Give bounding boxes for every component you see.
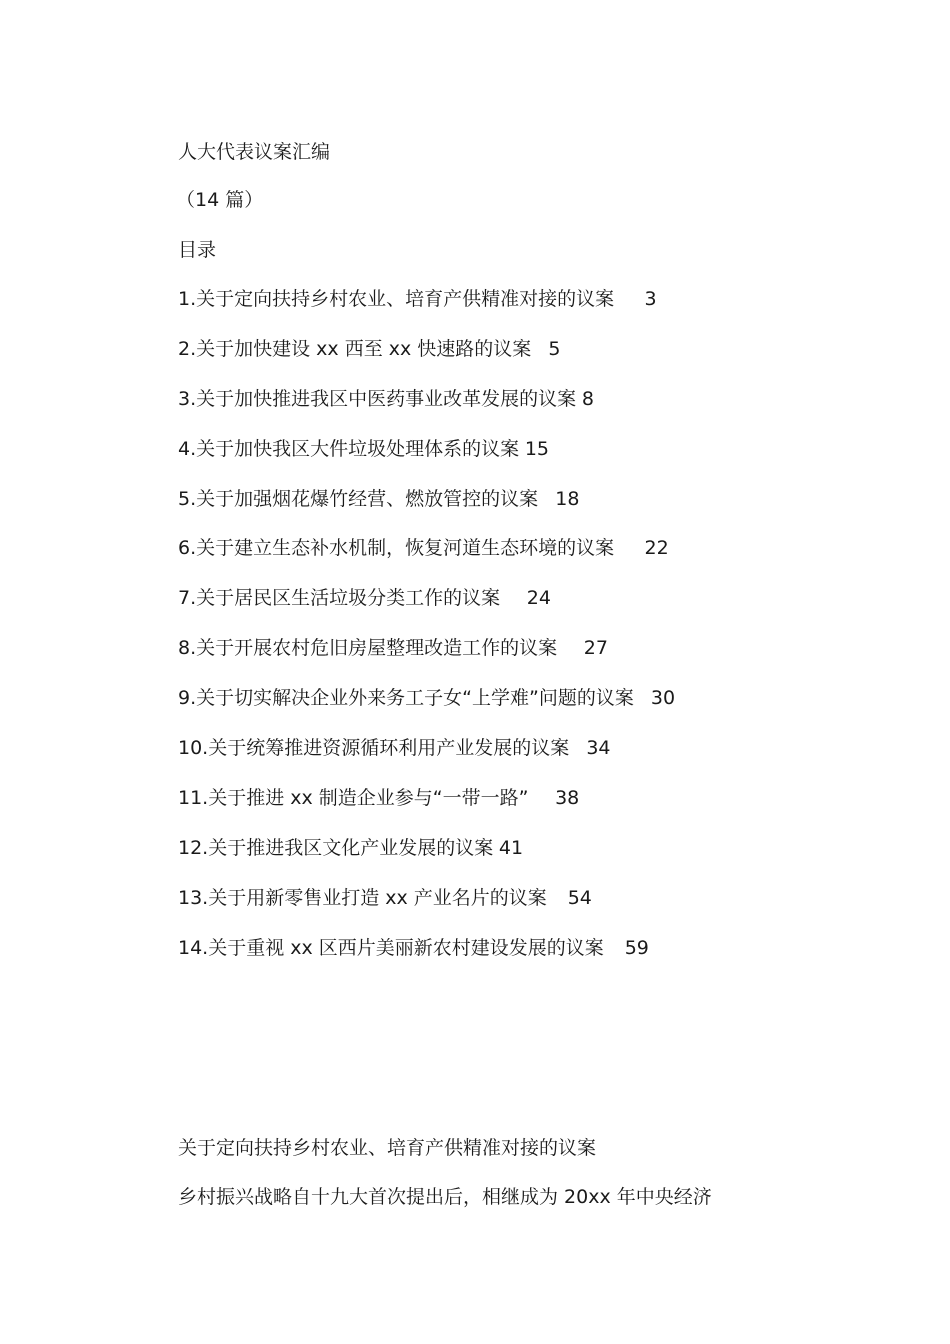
table-of-contents xyxy=(178,286,675,984)
document-title: 人大代表议案汇编 xyxy=(178,141,331,163)
toc-heading: 目录 xyxy=(178,239,217,261)
document-count: （14 篇） xyxy=(176,189,264,211)
toc-entry[interactable] xyxy=(178,885,675,935)
toc-entry-label: 10.关于统筹推进资源循环利用产业发展的议案 xyxy=(178,737,570,760)
toc-entry[interactable] xyxy=(178,286,675,336)
toc-entry-page: 38 xyxy=(555,786,580,809)
toc-entry-page: 54 xyxy=(567,886,592,909)
toc-entry-label: 14.关于重视 xx 区西片美丽新农村建设发展的议案 xyxy=(178,936,604,959)
toc-entry-label: 3.关于加快推进我区中医药事业改革发展的议案 xyxy=(178,387,577,410)
toc-entry[interactable] xyxy=(178,585,675,635)
toc-entry[interactable] xyxy=(178,785,675,835)
toc-entry[interactable] xyxy=(178,685,675,735)
toc-entry-page: 8 xyxy=(581,387,594,410)
toc-entry[interactable] xyxy=(178,336,675,386)
toc-entry-label: 4.关于加快我区大件垃圾处理体系的议案 xyxy=(178,437,520,460)
toc-entry-label: 1.关于定向扶持乡村农业、培育产供精准对接的议案 xyxy=(178,288,615,310)
toc-entry-label: 7.关于居民区生活垃圾分类工作的议案 xyxy=(178,587,501,610)
toc-entry-page: 41 xyxy=(498,836,524,859)
toc-entry-label: 8.关于开展农村危旧房屋整理改造工作的议案 xyxy=(178,637,558,660)
toc-entry-page: 30 xyxy=(650,687,676,710)
toc-entry-page: 34 xyxy=(586,737,611,760)
toc-entry-page: 22 xyxy=(644,537,669,560)
toc-entry-label: 5.关于加强烟花爆竹经营、燃放管控的议案 xyxy=(178,487,539,510)
toc-entry[interactable] xyxy=(178,835,675,885)
toc-entry-page: 18 xyxy=(555,487,580,510)
toc-entry-label: 11.关于推进 xx 制造企业参与“一带一路” xyxy=(178,786,529,809)
toc-entry-label: 12.关于推进我区文化产业发展的议案 xyxy=(178,836,494,859)
toc-entry-page: 24 xyxy=(526,587,551,610)
toc-entry[interactable] xyxy=(178,436,675,486)
toc-entry-label: 13.关于用新零售业打造 xx 产业名片的议案 xyxy=(178,886,547,909)
toc-entry-page: 15 xyxy=(524,437,550,460)
toc-entry[interactable] xyxy=(178,386,675,436)
toc-entry[interactable] xyxy=(178,635,675,685)
toc-entry[interactable] xyxy=(178,735,675,785)
toc-entry-page: 3 xyxy=(644,288,657,310)
toc-entry[interactable] xyxy=(178,486,675,536)
toc-entry[interactable] xyxy=(178,935,675,985)
toc-entry-page: 27 xyxy=(583,637,608,660)
section-title: 关于定向扶持乡村农业、培育产供精准对接的议案 xyxy=(178,1137,597,1159)
toc-entry-page: 59 xyxy=(624,936,649,959)
body-paragraph: 乡村振兴战略自十九大首次提出后，相继成为 20xx 年中央经济 xyxy=(178,1186,712,1208)
toc-entry-label: 6.关于建立生态补水机制，恢复河道生态环境的议案 xyxy=(178,537,615,560)
toc-entry-label: 2.关于加快建设 xx 西至 xx 快速路的议案 xyxy=(178,337,532,360)
toc-entry-label: 9.关于切实解决企业外来务工子女“上学难”问题的议案 xyxy=(178,687,634,710)
toc-entry-page: 5 xyxy=(548,337,561,360)
toc-entry[interactable] xyxy=(178,535,675,585)
